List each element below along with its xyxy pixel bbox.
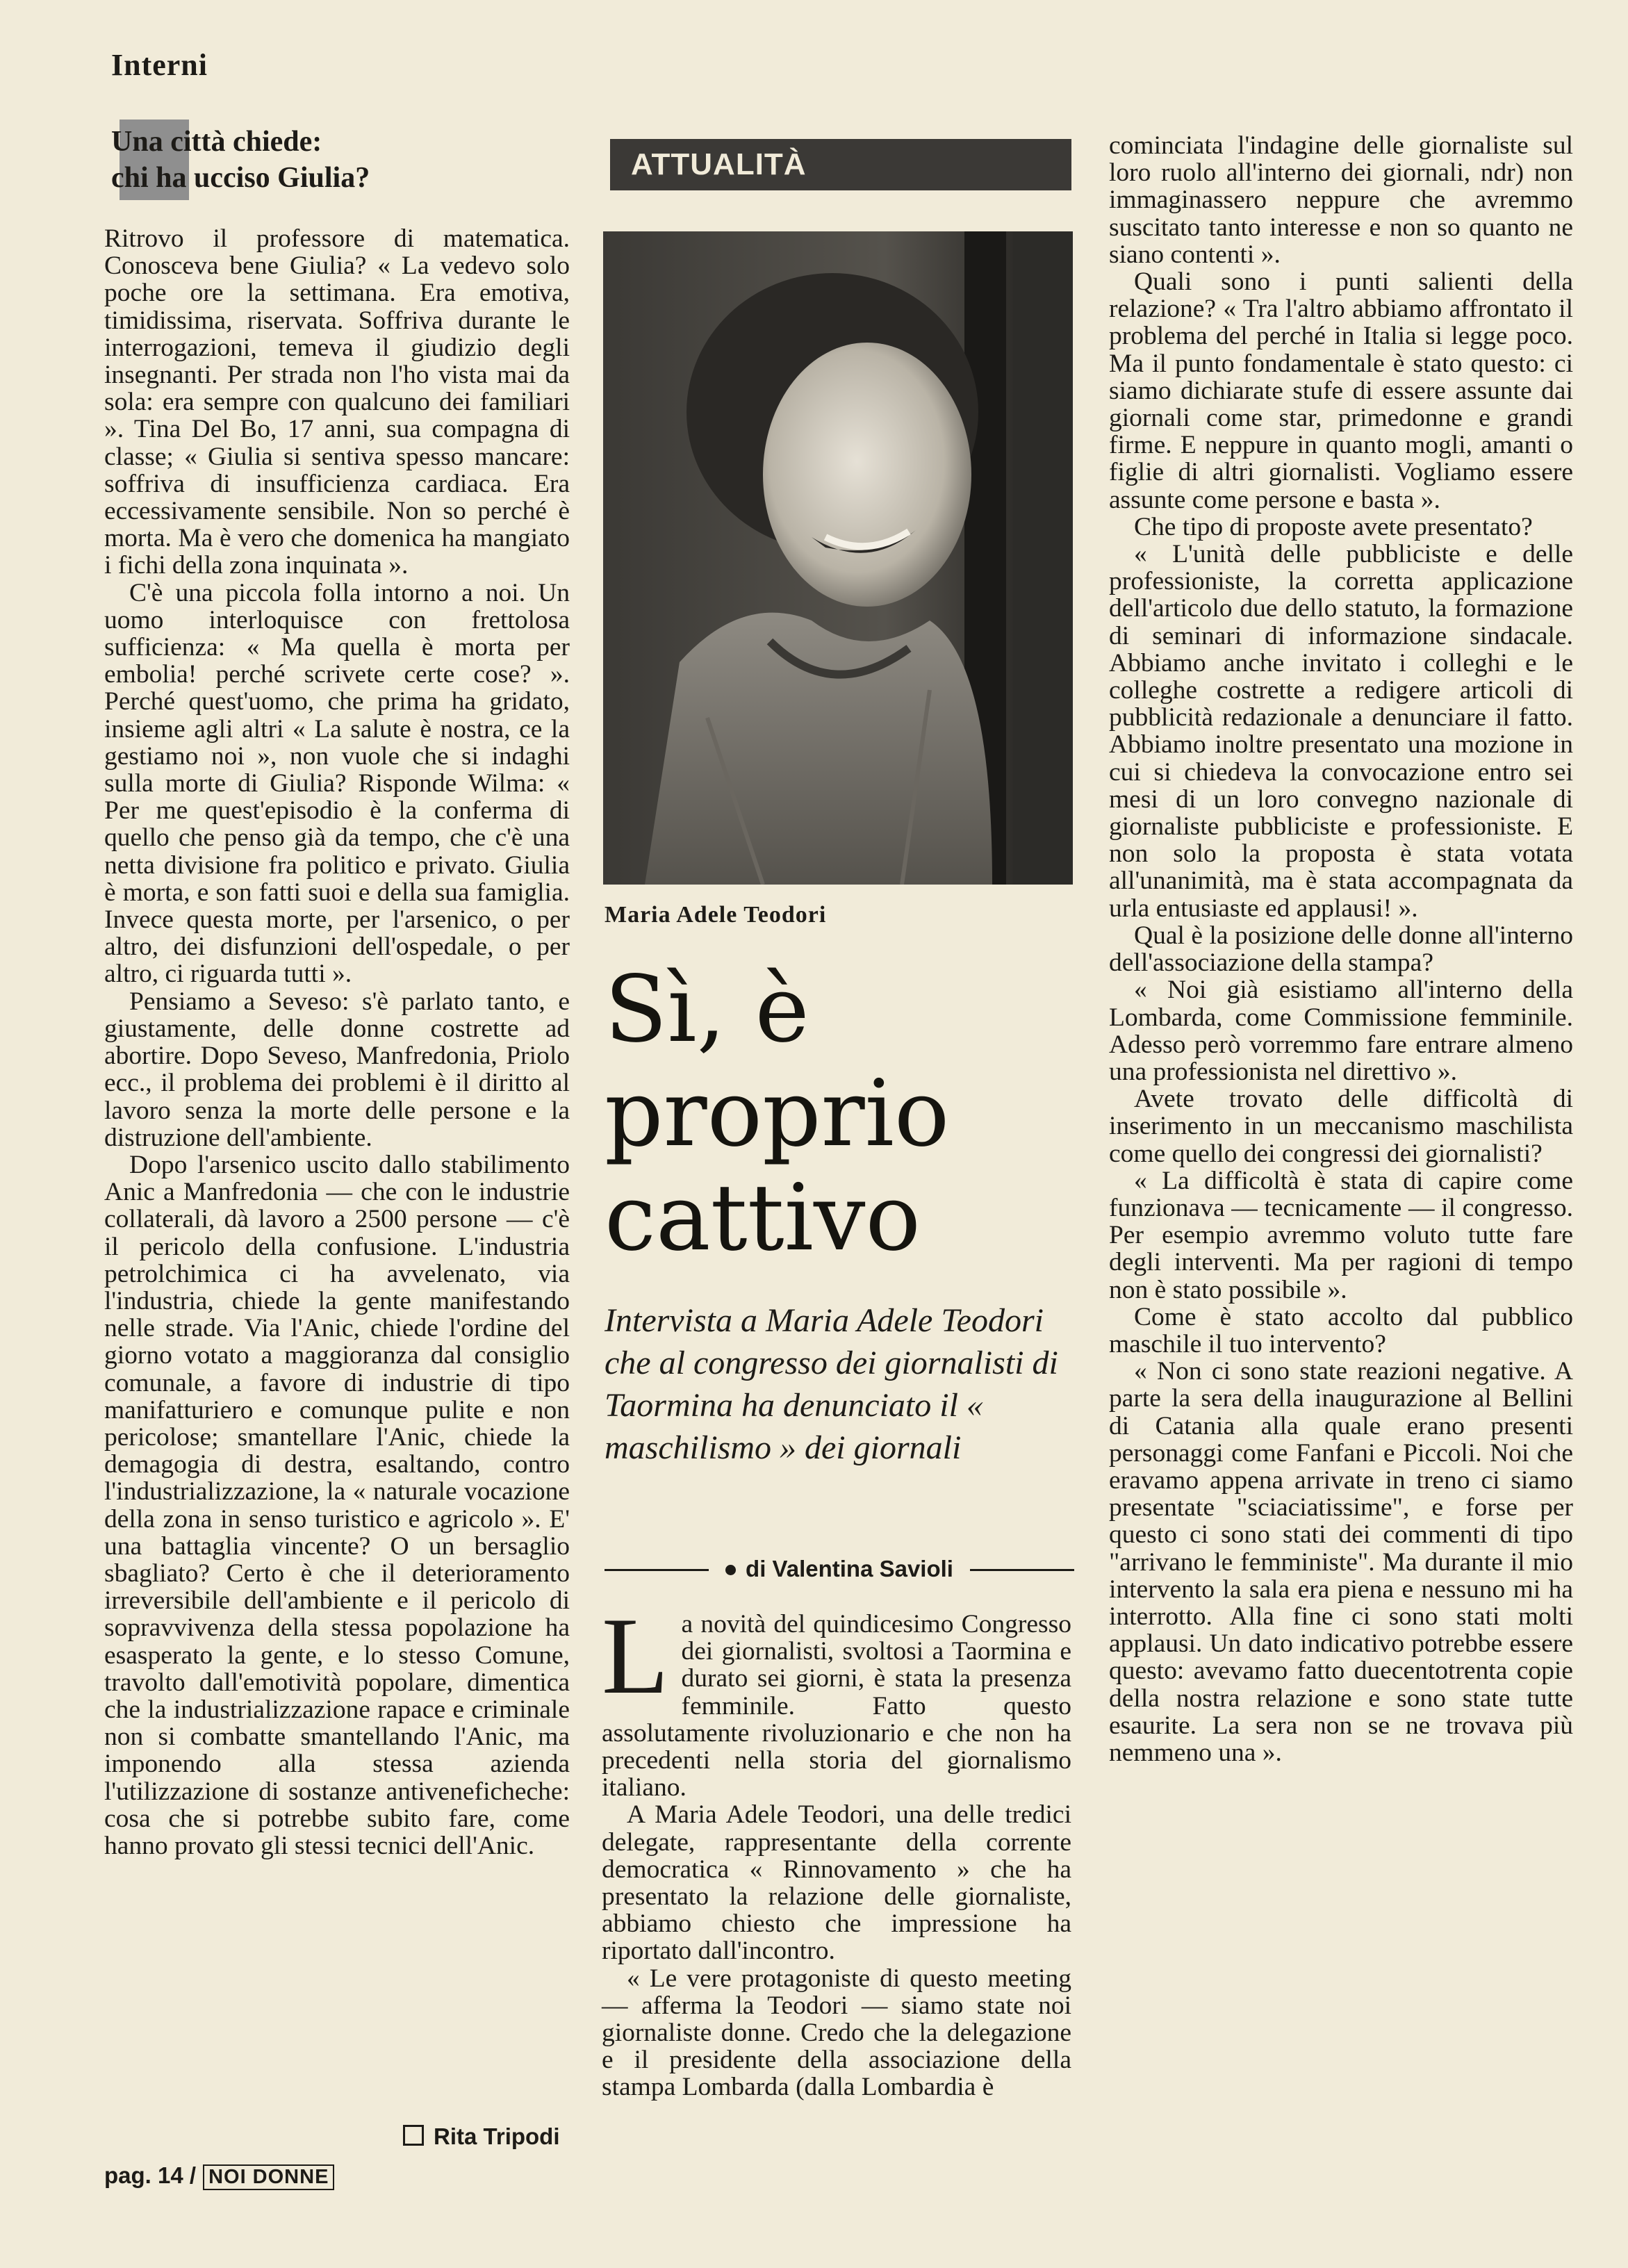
sidebar-title-line-1: Una città chiede: bbox=[111, 126, 322, 158]
headline bbox=[605, 958, 1077, 1270]
drop-cap: L bbox=[602, 1595, 669, 1717]
headline-line: proprio bbox=[605, 1060, 950, 1167]
col2-paragraph: A Maria Adele Teodori, una delle tredici delegate, rappresentante della corrente democratica « Rinnovamento » che ha presentato la relazione delle giornaliste, abbiamo chiesto che impressione ha riportato dall'incontro. bbox=[602, 1800, 1071, 1966]
col3-paragraph: Come è stato accolto dal pubblico maschile il tuo intervento? bbox=[1109, 1302, 1573, 1358]
headline-line: Sì, è bbox=[605, 956, 809, 1063]
end-mark-icon bbox=[403, 2125, 424, 2146]
col2-lead-text: a novità del quindicesimo Congresso dei giornalisti, svoltosi a Taormina e durato sei giorni, è stata la presenza femminile. Fatto questo assolutamente rivoluzionario e che non ha precedenti nella storia del giornalismo italiano. bbox=[602, 1610, 1071, 1802]
section-tab: ATTUALITÀ bbox=[610, 139, 1071, 190]
column-2 bbox=[602, 1595, 1071, 2102]
magazine-logo: NOI DONNE bbox=[203, 2164, 334, 2190]
sidebar-title-line-2: chi ha ucciso Giulia? bbox=[111, 162, 370, 194]
col3-paragraph: cominciata l'indagine delle giornaliste sul loro ruolo all'interno dei giornali, ndr) non immaginassero neppure che avremmo suscitato tanto interesse e non so quanto ne siano contenti ». bbox=[1109, 131, 1573, 269]
byline-rule-right bbox=[970, 1569, 1074, 1571]
headline-line: cattivo bbox=[605, 1165, 921, 1272]
col2-paragraph: « Le vere protagoniste di questo meeting — afferma la Teodori — siamo state noi giornaliste donne. Credo che la delegazione e il presidente della associazione della stampa Lombarda (dalla Lombardia è bbox=[602, 1964, 1071, 2102]
col3-paragraph: Che tipo di proposte avete presentato? bbox=[1134, 512, 1533, 541]
bullet-icon bbox=[725, 1565, 736, 1575]
col1-author-name: Rita Tripodi bbox=[434, 2123, 560, 2149]
photo-caption: Maria Adele Teodori bbox=[605, 902, 827, 928]
col3-paragraph: « La difficoltà è stata di capire come funzionava — tecnicamente — il congresso. Per esempio avremmo voluto tutte fare degli interventi. Ma per ragioni di tempo non è stato possibile ». bbox=[1109, 1166, 1573, 1304]
portrait-illustration bbox=[603, 231, 1073, 885]
col3-paragraph: « Non ci sono state reazioni negative. A parte la sera della inaugurazione al Bellini di Catania alla quale erano presenti personaggi come Fanfani e Piccoli. Noi che eravamo appena arrivate in treno ci siamo presentate "sciaciatissime", e forse per questo ci sono stati dei commenti di tipo "arrivano le femministe". Ma durante il mio intervento la sala era piena e nessuno mi ha interrotto. Alla fine ci sono stati molti applausi. Un dato indicativo potrebbe essere questo: avevamo fatto duecentotrenta copie della nostra relazione e sono state tutte esaurite. La sera non se ne trovava più nemmeno una ». bbox=[1109, 1357, 1573, 1767]
page-number: pag. 14 / bbox=[104, 2162, 197, 2188]
col1-paragraph: Pensiamo a Seveso: s'è parlato tanto, e giustamente, delle donne costrette ad abortire. Dopo Seveso, Manfredonia, Priolo ecc., il problema dei problemi è il diritto al lavoro senza la morte delle persone e la distruzione dell'ambiente. bbox=[104, 987, 570, 1152]
col1-author bbox=[403, 2123, 560, 2150]
col3-paragraph: « Noi già esistiamo all'interno della Lombarda, come Commissione femminile. Adesso però vorremmo fare entrare almeno una professionista nel direttivo ». bbox=[1109, 976, 1573, 1086]
byline-rule-left bbox=[605, 1569, 709, 1571]
column-3 bbox=[1109, 132, 1573, 1766]
byline-text: di Valentina Savioli bbox=[746, 1556, 953, 1581]
col1-paragraph: C'è una piccola folla intorno a noi. Un uomo interloquisce con frettolosa sufficienza: « Ma quella è morta per embolia! perché scrivete certe cose? ». Perché quest'uomo, che prima ha gridato, insieme agli altri « La salute è nostra, ce la gestiamo noi », non vuole che si indaghi sulla morte di Giulia? Risponde Wilma: « Per me quest'episodio è la conferma di quello che penso già da tempo, che c'è una netta divisione fra politico e privato. Giulia è morta, e son fatti suoi e della sua famiglia. Invece questa morte, per l'arsenico, o per altro, dei disfunzioni dell'ospedale, o per altro, ci riguarda tutti ». bbox=[104, 578, 570, 989]
col3-paragraph: Avete trovato delle difficoltà di inserimento in un meccanismo maschilista come quello dei congressi dei giornalisti? bbox=[1109, 1085, 1573, 1168]
col3-paragraph: « L'unità delle pubbliciste e delle professioniste, la corretta applicazione dell'articolo due dello statuto, la formazione di seminari di informazione sindacale. Abbiamo anche invitato i colleghi e le colleghe costrette a redigere articoli di pubblicità redazionale a denunciare il fatto. Abbiamo inoltre presentato una mozione in cui si chiedeva la convocazione entro sei mesi di un loro convegno nazionale di giornaliste pubbliciste e professioniste. E non solo la proposta è stata votata all'unanimità, ma è stata accompagnata da urla entusiaste ed applausi! ». bbox=[1109, 540, 1573, 923]
section-label: Interni bbox=[111, 48, 208, 82]
col3-paragraph: Quali sono i punti salienti della relazione? « Tra l'altro abbiamo affrontato il problema del perché in Italia si legge poco. Ma il punto fondamentale è stato questo: ci siamo dichiarate stufe di essere assunte dai giornali come star, primedonne e grandi firme. E neppure in quanto mogli, amanti o figlie di altri giornalisti. Vogliamo essere assunte come persone e basta ». bbox=[1109, 268, 1573, 514]
col1-paragraph: Dopo l'arsenico uscito dallo stabilimento Anic a Manfredonia — che con le industrie collaterali, dà lavoro a 2500 persone — c'è il pericolo della confusione. L'industria petrolchimica ci ha avvelenato, via l'industria, chiede la gente manifestando nelle strade. Via l'Anic, chiede l'ordine del giorno votato a maggioranza dal consiglio comunale, a favore di industrie di tipo manifatturiero e comunque pulite e non pericolose; smantellare l'Anic, chiede la demagogia di destra, esaltando, contro l'industrializzazione, la « naturale vocazione della zona in senso turistico e agricolo ». E' una battaglia vincente? O un bersaglio sbagliato? Certo è che il deterioramento irreversibile dell'ambiente e il pericolo di sopravvivenza della stessa popolazione ha esasperato la gente, e lo stesso Comune, travolto dall'emotività popolare, dimentica che la industrializzazione rapace e criminale non si combatte smantellando l'Anic, ma imponendo alla stessa azienda l'utilizzazione di sostanze antiveneficheche: cosa che si potrebbe subito fare, come hanno provato gli stessi tecnici dell'Anic. bbox=[104, 1150, 570, 1860]
col1-paragraph: Ritrovo il professore di matematica. Conosceva bene Giulia? « La vedevo solo poche ore la settimana. Era emotiva, timidissima, riservata. Soffriva durante le interrogazioni, temeva il giudizio degli insegnanti. Per strada non l'ho vista mai da sola: era sempre con qualcuno dei familiari ». Tina Del Bo, 17 anni, sua compagna di classe; « Giulia si sentiva spesso mancare: soffriva di insufficienza cardiaca. Era eccessivamente sensibile. Non so perché è morta. Ma è vero che domenica ha mangiato i fichi della zona inquinata ». bbox=[104, 224, 570, 580]
col3-paragraph: Qual è la posizione delle donne all'interno dell'associazione della stampa? bbox=[1109, 921, 1573, 978]
article-deck: Intervista a Maria Adele Teodori che al congresso dei giornalisti di Taormina ha denunciato il « maschilismo » dei giornali bbox=[605, 1302, 1058, 1466]
page-footer bbox=[104, 2162, 334, 2190]
portrait-photo bbox=[603, 231, 1073, 885]
byline bbox=[605, 1554, 1074, 1584]
col2-paragraph bbox=[602, 1595, 1071, 1802]
sidebar-title bbox=[111, 124, 500, 196]
column-1 bbox=[104, 225, 570, 1859]
